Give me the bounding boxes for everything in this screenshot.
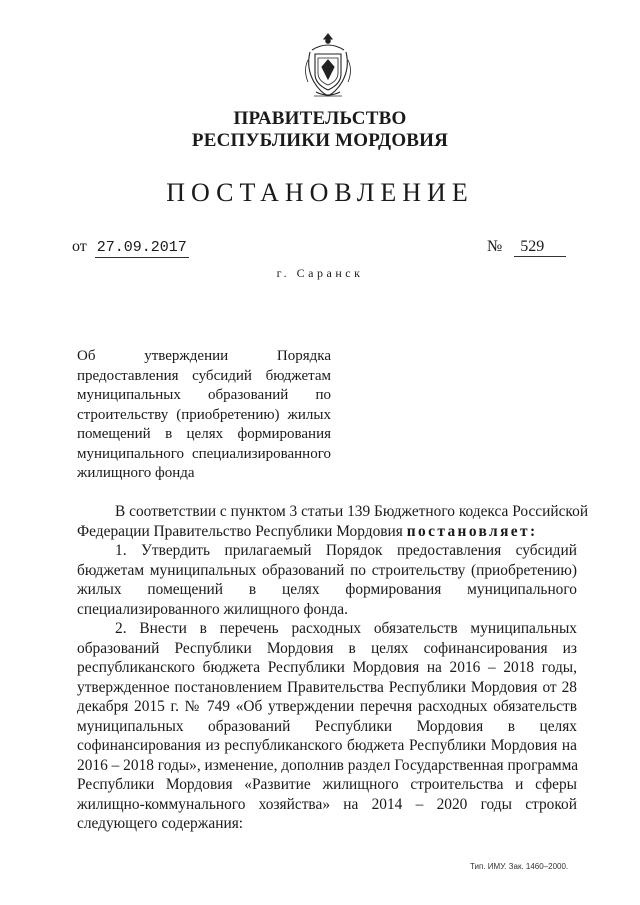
paragraph-2-line: утвержденное постановлением Правительства Республики Мордовия от 28 [77,678,577,696]
paragraph-2-line: софинансирования из республиканского бюджета Республики Мордовия на [77,737,577,754]
date-prefix: от [72,238,87,255]
government-name-line2: РЕСПУБЛИКИ МОРДОВИЯ [191,130,449,151]
subject-line: жилищного фонда [77,465,195,481]
paragraph-1-line: жилых помещений в целях формирования муниципального [77,581,577,598]
subject-line: муниципального специализированного [77,445,331,462]
intro-line: В соответствии с пунктом 3 статьи 139 Бюджетного кодекса Российской [115,503,589,520]
paragraph-2-line: 2016 – 2018 годы», изменение, дополнив раздел Государственная программа [77,756,579,774]
paragraph-2-line: образований Республики Мордовия в целях софинансирования из [77,639,577,657]
paragraph-2-line: декабря 2015 г. № 749 «Об утверждении перечня расходных обязательств [77,698,577,715]
document-body [77,502,589,834]
city-label: г. Саранск [276,266,364,280]
paragraph-2-line: жилищно-коммунального хозяйства» на 2014 – 2020 годы строкой [77,795,577,813]
number-prefix: № [487,238,503,255]
subject-block [77,347,331,484]
paragraph-1-line: бюджетам муниципальных образований по строительству (приобретению) [77,561,577,579]
paragraph-1-line: 1. Утвердить прилагаемый Порядок предоставления субсидий [115,542,577,559]
intro-text: Федерации Правительство Республики Мордовия [77,522,403,540]
number-line [487,238,566,256]
subject-line: предоставления субсидий бюджетам [77,367,331,384]
paragraph-2-line: 2. Внести в перечень расходных обязательств муниципальных [115,620,577,637]
subject-line: строительству (приобретению) жилых [77,406,331,423]
government-name-line1: ПРАВИТЕЛЬСТВО [233,108,407,129]
document-date: 27.09.2017 [96,239,187,256]
document-type-title: ПОСТАНОВЛЕНИЕ [166,178,474,207]
paragraph-2-line: республиканского бюджета Республики Мордовия на 2016 – 2018 годы, [77,659,577,676]
intro-line-resolves [77,522,577,542]
resolves-keyword: постановляет: [406,522,538,540]
print-footer-note: Тип. ИМУ. Зак. 1460–2000. [470,862,569,871]
coat-of-arms-emblem [298,30,358,102]
paragraph-2-line: Республики Мордовия «Развитие жилищного строительства и сферы [77,776,577,793]
subject-line: муниципальных образований по [77,387,331,403]
subject-line: помещений в целях формирования [77,426,331,442]
document-number: 529 [514,238,566,257]
date-line [72,238,189,256]
subject-line: Об утверждении Порядка [77,348,331,364]
paragraph-2-line: следующего содержания: [77,815,244,832]
paragraph-2-line: муниципальных образований Республики Мордовия в целях [77,717,577,735]
paragraph-1-line: специализированного жилищного фонда. [77,600,348,618]
